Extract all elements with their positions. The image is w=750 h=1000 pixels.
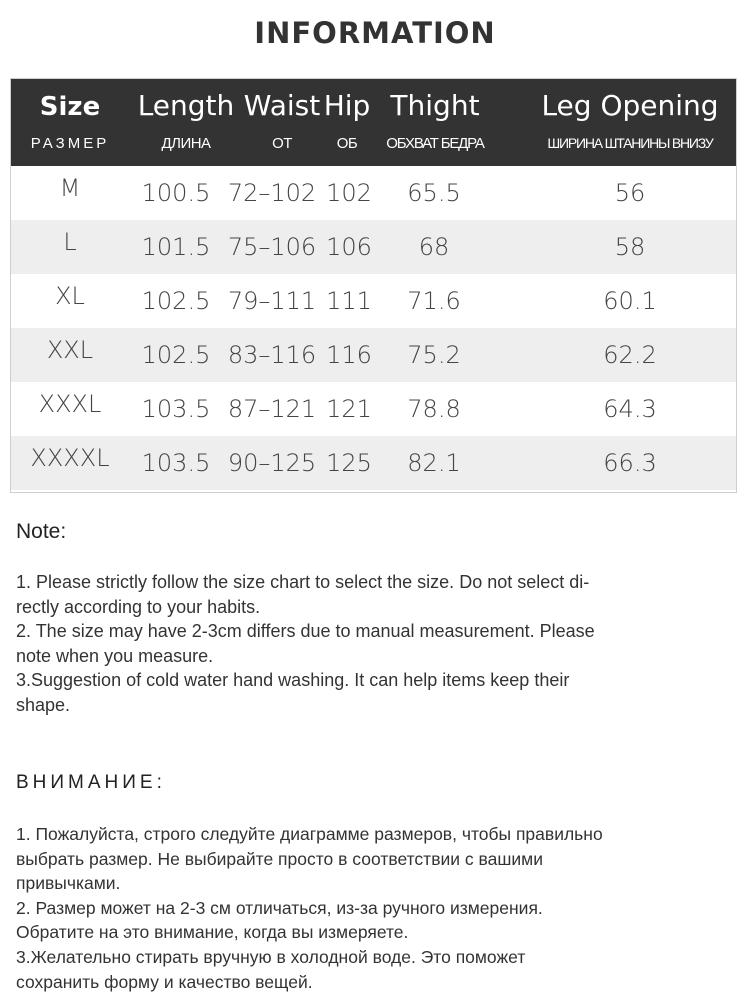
cell-size: XL	[55, 282, 85, 310]
cell-thight: 68	[418, 233, 450, 261]
header-length-en: Length	[137, 89, 235, 122]
note-ru-line: 2. Размер может на 2-3 см отличаться, из-за ручного измерения.	[16, 897, 543, 918]
cell-waist: 79–111	[227, 287, 317, 315]
cell-length: 103.5	[141, 395, 211, 423]
table-row	[11, 166, 736, 220]
cell-size: M	[59, 174, 81, 202]
cell-hip: 125	[326, 449, 372, 477]
cell-length: 102.5	[141, 341, 211, 369]
note-line: note when you measure.	[16, 645, 214, 666]
header-length	[125, 79, 247, 166]
header-thight	[375, 79, 495, 166]
table-row	[11, 328, 736, 382]
cell-size: XXXL	[38, 390, 102, 418]
header-size-en: Size	[39, 92, 101, 122]
note-ru-line: 3.Желательно стирать вручную в холодной воде. Это поможет	[16, 946, 526, 967]
table-row	[11, 436, 736, 490]
note-line: rectly according to your habits.	[16, 596, 261, 617]
table-header	[11, 79, 736, 166]
cell-thight: 82.1	[407, 449, 461, 477]
header-leg-opening	[521, 79, 737, 166]
cell-waist: 90–125	[227, 449, 317, 477]
header-size-ru: РАЗМЕР	[30, 135, 110, 152]
header-hip-en: Hip	[323, 89, 371, 122]
note-line: 1. Please strictly follow the size chart to select the size. Do not select di-	[16, 572, 590, 592]
cell-thight: 71.6	[407, 287, 461, 315]
note-ru-line: 1. Пожалуйста, строго следуйте диаграмме размеров, чтобы правильно	[16, 824, 603, 844]
header-waist-en: Waist	[243, 89, 321, 122]
cell-waist: 83–116	[227, 341, 317, 369]
cell-hip: 106	[326, 233, 372, 261]
cell-length: 101.5	[141, 233, 211, 261]
cell-size: XXXXL	[30, 444, 110, 472]
header-waist	[233, 79, 331, 166]
cell-hip: 102	[326, 179, 372, 207]
note-ru-line: сохранить форму и качество вещей.	[16, 971, 313, 992]
note-ru-heading: ВНИМАНИЕ:	[16, 772, 166, 793]
table-row	[11, 220, 736, 274]
cell-leg-opening: 62.2	[603, 341, 657, 369]
header-size	[11, 79, 129, 166]
note-text	[16, 570, 736, 718]
cell-length: 100.5	[141, 179, 211, 207]
header-hip	[321, 79, 373, 166]
page-title: INFORMATION	[254, 16, 496, 50]
cell-waist: 87–121	[227, 395, 317, 423]
header-length-ru: ДЛИНА	[161, 135, 211, 152]
cell-length: 103.5	[141, 449, 211, 477]
cell-thight: 75.2	[407, 341, 461, 369]
cell-length: 102.5	[141, 287, 211, 315]
header-leg-opening-en: Leg Opening	[541, 89, 719, 122]
note-ru-line: Обратите на это внимание, когда вы измеряете.	[16, 922, 409, 943]
note-ru-line: привычками.	[16, 873, 121, 894]
header-thight-en: Thight	[390, 89, 480, 122]
header-thight-ru: ОБХВАТ БЕДРА	[386, 135, 484, 152]
cell-waist: 72–102	[227, 179, 317, 207]
cell-leg-opening: 60.1	[603, 287, 657, 315]
cell-leg-opening: 56	[614, 179, 646, 207]
cell-size: XXL	[46, 336, 94, 364]
cell-hip: 111	[326, 287, 372, 315]
cell-hip: 121	[326, 395, 372, 423]
header-leg-opening-ru: ШИРИНА ШТАНИНЫ ВНИЗУ	[547, 135, 713, 151]
cell-size: L	[63, 228, 77, 256]
note-heading: Note:	[16, 520, 67, 543]
table-row	[11, 382, 736, 436]
cell-leg-opening: 58	[614, 233, 646, 261]
note-line: shape.	[16, 694, 71, 715]
note-ru-line: выбрать размер. Не выбирайте просто в соответствии с вашими	[16, 848, 543, 869]
note-line: 3.Suggestion of cold water hand washing. It can help items keep their	[16, 670, 570, 691]
cell-hip: 116	[326, 341, 372, 369]
note-ru-text	[16, 822, 746, 994]
header-hip-ru: ОБ	[336, 135, 358, 152]
note-line: 2. The size may have 2-3cm differs due to manual measurement. Please	[16, 621, 595, 642]
cell-leg-opening: 66.3	[603, 449, 657, 477]
cell-waist: 75–106	[227, 233, 317, 261]
header-waist-ru: ОТ	[272, 135, 292, 152]
size-table	[10, 78, 737, 493]
table-row	[11, 274, 736, 328]
cell-thight: 65.5	[407, 179, 461, 207]
cell-thight: 78.8	[407, 395, 461, 423]
cell-leg-opening: 64.3	[603, 395, 657, 423]
